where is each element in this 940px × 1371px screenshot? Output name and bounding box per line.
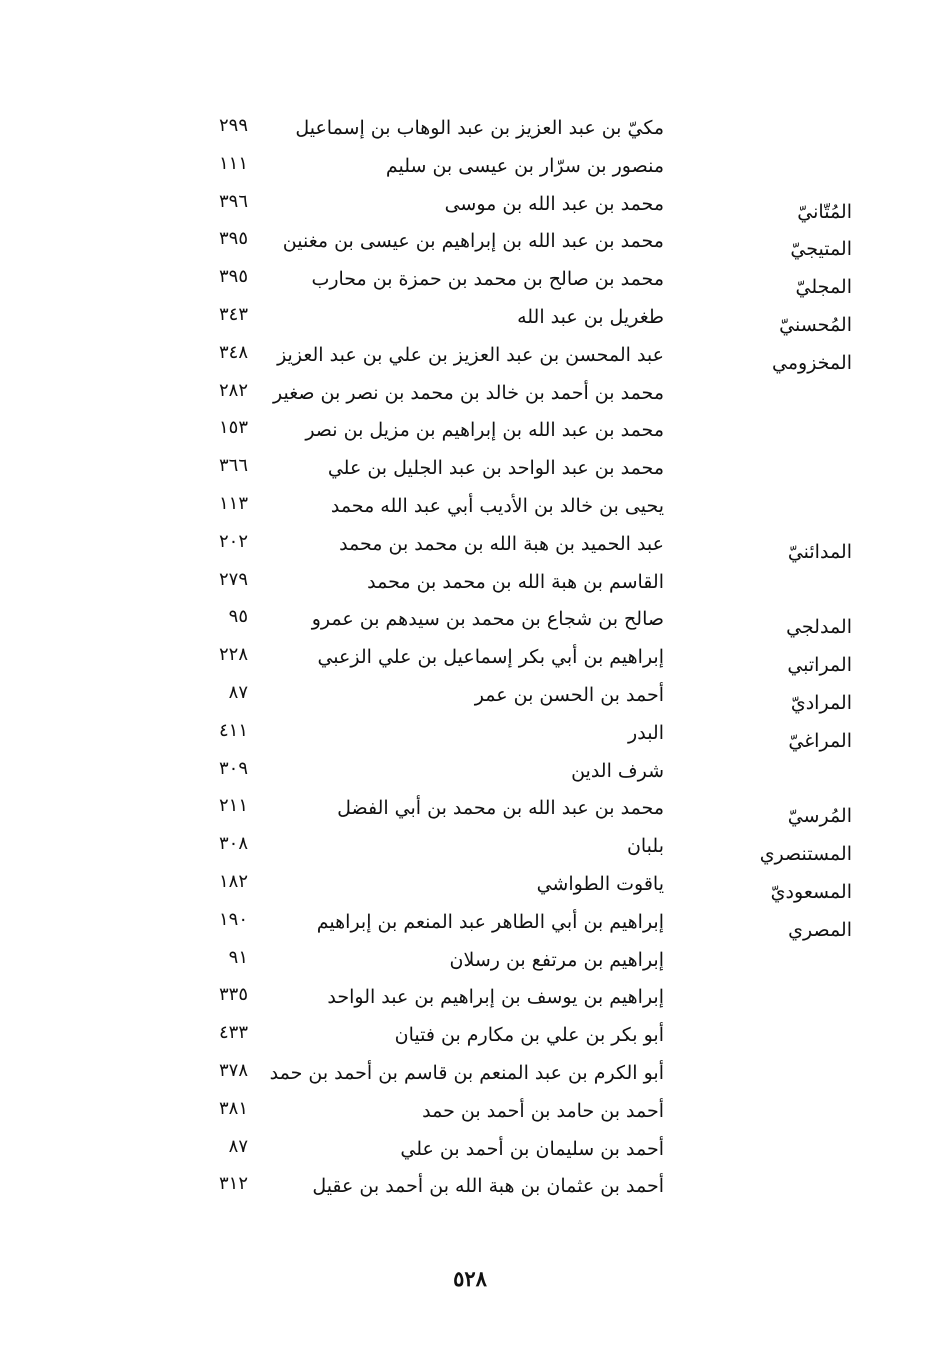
index-entry [0,793,940,831]
person-name: محمد بن عبد الله بن إبراهيم بن مزيل بن نصر [305,419,664,442]
page-reference: ٣٤٣ [218,303,248,325]
index-entry [0,1020,940,1058]
page-reference: ٣٩٥ [218,228,248,250]
index-entry [0,907,940,945]
person-name: بلبان [626,835,664,858]
person-name: أبو بكر بن علي بن مكارم بن فتيان [394,1024,664,1047]
person-name: عبد المحسن بن عبد العزيز بن علي بن عبد العزيز [277,343,664,366]
page-reference: ٩٥ [228,606,248,628]
person-name: إبراهيم بن مرتفع بن رسلان [449,948,664,971]
page-reference: ٣٩٥ [218,266,248,288]
person-name: محمد بن عبد الله بن موسى [444,192,664,215]
person-name: محمد بن صالح بن محمد بن حمزة بن محارب [311,268,664,291]
index-entry [0,1171,940,1209]
page-reference: ٣٠٩ [218,757,248,779]
person-name: محمد بن عبد الله بن محمد بن أبي الفضل [337,797,664,820]
nisba-heading: المُتّانيّ [797,200,852,223]
person-name: أبو الكرم بن عبد المنعم بن قاسم بن أحمد بن حمد [269,1061,664,1084]
page-reference: ٣٨١ [218,1097,248,1119]
page-reference: ٣٧٨ [218,1059,248,1081]
page-reference: ٣٦٦ [218,455,248,477]
person-name: ياقوت الطواشي [536,872,664,895]
person-name: محمد بن عبد الله بن إبراهيم بن عيسى بن مغنين [282,230,664,253]
index-entry [0,226,940,264]
index-entry [0,415,940,453]
index-entry [0,529,940,567]
nisba-heading: المراغيّ [788,729,852,752]
person-name: منصور بن سرّار بن عيسى بن سليم [385,154,664,177]
page-reference: ٤١١ [218,719,248,741]
page-reference: ١١١ [218,152,248,174]
person-name: البدر [628,721,664,744]
index-entry [0,302,940,340]
person-name: طغريل بن عبد الله [517,305,664,328]
person-name: أحمد بن حامد بن أحمد بن حمد [422,1099,664,1122]
index-entry [0,1058,940,1096]
index-entry [0,869,940,907]
page-reference: ٢٢٨ [218,644,248,666]
page-reference: ١١٣ [218,492,248,514]
nisba-heading: المُرسيّ [787,805,852,828]
page-reference: ٨٧ [228,1135,248,1157]
index-list [0,113,940,1209]
page-reference: ٣٣٥ [218,984,248,1006]
page-reference: ٣٤٨ [218,341,248,363]
page-reference: ٢٠٢ [218,530,248,552]
page-reference: ٨٧ [228,681,248,703]
person-name: إبراهيم بن يوسف بن إبراهيم بن عبد الواحد [327,986,664,1009]
nisba-heading: المدلجي [786,616,852,639]
page-reference: ٢٧٩ [218,568,248,590]
nisba-heading: المُحسنيّ [779,313,852,336]
index-entry [0,831,940,869]
page-reference: ٣١٢ [218,1173,248,1195]
person-name: محمد بن عبد الواحد بن عبد الجليل بن علي [327,457,664,480]
index-entry [0,982,940,1020]
nisba-heading: المراتبي [787,654,852,677]
page-reference: ٣٠٨ [218,833,248,855]
index-entry [0,718,940,756]
nisba-heading: المدائنيّ [787,540,852,563]
person-name: محمد بن أحمد بن خالد بن محمد بن نصر بن صغير [273,381,664,404]
person-name: أحمد بن سليمان بن أحمد بن علي [400,1137,664,1160]
nisba-heading: المجليّ [795,276,852,299]
person-name: عبد الحميد بن هبة الله بن محمد بن محمد [339,532,664,555]
page-reference: ٩١ [228,946,248,968]
page-number: ٥٢٨ [453,1266,487,1291]
index-entry [0,491,940,529]
index-entry [0,756,940,794]
index-entry [0,113,940,151]
index-entry [0,151,940,189]
person-name: القاسم بن هبة الله بن محمد بن محمد [367,570,664,593]
page-reference: ٢٩٩ [218,115,248,136]
index-entry [0,264,940,302]
nisba-heading: المصري [788,918,852,941]
index-entry [0,378,940,416]
nisba-heading: المسعوديّ [770,880,852,903]
page-reference: ١٨٢ [218,870,248,892]
person-name: مكيّ بن عبد العزيز بن عبد الوهاب بن إسماعيل [295,117,664,139]
index-entry [0,1134,940,1172]
index-entry [0,642,940,680]
page-reference: ٢٨٢ [218,379,248,401]
nisba-heading: المخزومي [772,351,852,374]
index-entry [0,1096,940,1134]
person-name: أحمد بن عثمان بن هبة الله بن أحمد بن عقيل [312,1175,664,1198]
person-name: إبراهيم بن أبي بكر إسماعيل بن علي الزعبي [317,646,664,669]
index-entry [0,189,940,227]
index-entry [0,567,940,605]
index-entry [0,945,940,983]
nisba-heading: المستنصري [759,843,852,866]
person-name: أحمد بن الحسن بن عمر [474,683,664,706]
person-name: يحيى بن خالد بن الأديب أبي عبد الله محمد [330,494,664,517]
index-entry [0,340,940,378]
page-reference: ١٥٣ [218,417,248,439]
page-reference: ٤٣٣ [218,1022,248,1044]
page-reference: ٢١١ [218,795,248,817]
nisba-heading: المتيجيّ [790,238,852,261]
index-entry [0,453,940,491]
page-reference: ٣٩٦ [218,190,248,212]
index-entry [0,680,940,718]
person-name: شرف الدين [571,759,664,782]
index-entry [0,604,940,642]
person-name: صالح بن شجاع بن محمد بن سيدهم بن عمرو [311,608,664,631]
person-name: إبراهيم بن أبي الطاهر عبد المنعم بن إبراهيم [316,910,664,933]
nisba-heading: المراديّ [790,691,852,714]
page-reference: ١٩٠ [218,908,248,930]
